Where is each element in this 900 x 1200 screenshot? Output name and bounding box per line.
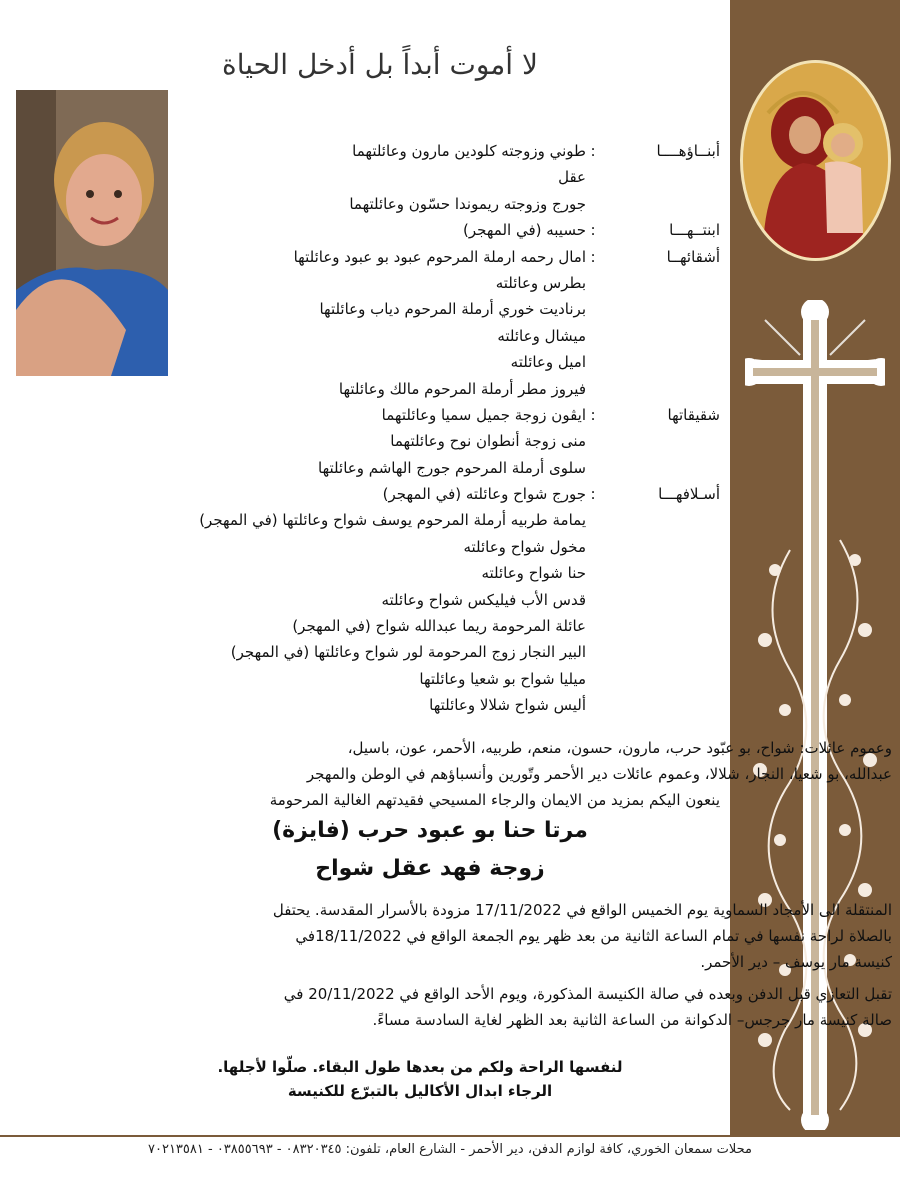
relative-row [20,164,720,190]
relative-row [20,244,720,270]
relative-row [20,639,720,665]
relation-colon: : [590,247,596,266]
relation-label: شقيقاتها [667,405,720,424]
relative-name: بطرس وعائلته [495,273,586,292]
relative-row [20,191,720,217]
deceased-name: مرتا حنا بو عبود حرب (فايزة) [272,818,588,843]
relative-row [20,481,720,507]
relative-name: عقل [558,168,586,187]
relation-label: ابنتــهـــا [669,221,720,240]
relative-row [20,534,720,560]
relative-row [20,296,720,322]
relative-row [20,507,720,533]
relative-name: اميل وعائلته [510,353,586,372]
relative-row [20,692,720,718]
relative-name: حسيبه (في المهجر) [463,221,586,240]
relative-row [20,587,720,613]
announce-line: ينعون اليكم بمزيد من الايمان والرجاء المسيحي فقيدتهم الغالية المرحومة [269,791,720,809]
closing-line-2: الرجاء ابدال الأكاليل بالتبرّع للكنيسة [287,1082,553,1100]
families-line-1: وعموم عائلات: شواح، بو عبّود حرب، مارون، حسون، منعم، طربيه، الأحمر، عون، باسيل، [347,739,892,757]
relative-row [20,138,720,164]
relative-name: البير النجار زوج المرحومة لور شواح وعائلتها (في المهجر) [230,643,586,662]
relative-name: منى زوجة أنطوان نوح وعائلتهما [390,432,586,451]
relative-name: ايڤون زوجة جميل سميا وعائلتهما [381,405,586,424]
funeral-line-1: المنتقلة الى الأمجاد السماوية يوم الخميس الواقع في 17/11/2022 مزودة بالأسرار المقدسة. يحتفل [272,901,892,919]
relation-colon: : [590,142,596,160]
relative-name: عائلة المرحومة ريما عبدالله شواح (في المهجر) [292,617,586,636]
relative-name: ميليا شواح بو شعيا وعائلتها [419,669,586,688]
relative-name: طوني وزوجته كلودين مارون وعائلتهما [352,142,586,160]
relative-row [20,560,720,586]
condolence-line-1: تقبل التعازي قبل الدفن وبعده في صالة الكنيسة المذكورة، ويوم الأحد الواقع في 20/11/2022 في [283,985,892,1003]
relative-row [20,428,720,454]
relative-row [20,323,720,349]
spouse-line: زوجة فهد عقل شواح [315,856,545,881]
footer-divider [0,1135,900,1137]
relative-name: قدس الأب فيليكس شواح وعائلته [381,590,586,609]
relative-row [20,270,720,296]
madonna-icon [740,60,891,261]
closing-line-1: لنفسها الراحة ولكم من بعدها طول البقاء. صلّوا لأجلها. [217,1058,623,1076]
relative-name: يمامة طربيه أرملة المرحوم يوسف شواح وعائلتها (في المهجر) [199,511,586,530]
relative-row [20,217,720,243]
condolence-line-2: صالة كنيسة مار جرجس– الدكوانة من الساعة الثانية بعد الظهر لغاية السادسة مساءً. [372,1011,892,1029]
relation-label: أشقائهــا [666,247,720,266]
relation-colon: : [590,485,596,504]
relative-name: أليس شواح شلالا وعائلتها [429,696,586,715]
page-title: لا أموت أبداً بل أدخل الحياة [222,48,538,81]
relation-colon: : [590,405,596,424]
funeral-line-3: كنيسة مار يوسف – دير الأحمر. [700,953,892,971]
relative-row [20,349,720,375]
relative-name: جورج شواح وعائلته (في المهجر) [382,485,586,504]
relative-row [20,376,720,402]
relatives-list [20,138,720,719]
relative-name: مخول شواح وعائلته [463,537,586,556]
relation-label: أبنــاؤهــــا [656,142,720,160]
relative-row [20,402,720,428]
funeral-line-2: بالصلاة لراحة نفسها في تمام الساعة الثانية من بعد ظهر يوم الجمعة الواقع في 18/11/2022في [295,927,892,945]
relation-label: أسـلافهـــا [658,485,720,504]
footer-contact: محلات سمعان الخوري، كافة لوازم الدفن، دير الأحمر - الشارع العام، تلفون: ٠٨٣٢٠٣٤٥ - ٠٣٨٥٥٦٩٣ - ٧٠٢١٣٥٨١ [148,1142,752,1157]
relative-name: برناديت خوري أرملة المرحوم دياب وعائلتها [319,300,586,319]
relative-name: امال رحمه ارملة المرحوم عبود بو عبود وعائلتها [293,247,586,266]
relation-colon: : [590,221,596,240]
relative-name: حنا شواح وعائلته [481,564,586,583]
relative-name: سلوى أرملة المرحوم جورج الهاشم وعائلتها [318,458,586,477]
relative-name: جورج وزوجته ريموندا حسّون وعائلتهما [349,194,586,213]
relative-row [20,455,720,481]
relative-name: ميشال وعائلته [497,326,586,345]
relative-row [20,613,720,639]
families-line-2: عبدالله، بو شعيا، النجار، شلالا، وعموم عائلات دير الأحمر وتّورين وأنسباؤهم في الوطن والمهجر [306,765,892,783]
relative-name: فيروز مطر أرملة المرحوم مالك وعائلتها [338,379,586,398]
relative-row [20,666,720,692]
